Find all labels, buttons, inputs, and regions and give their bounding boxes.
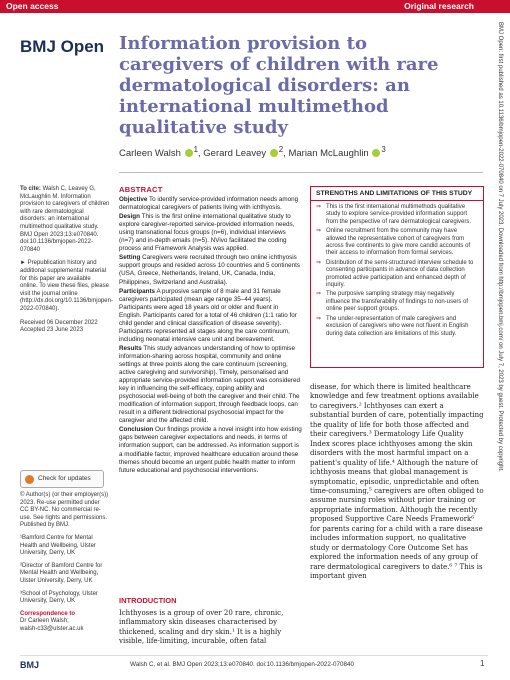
article-title: Information provision to caregivers of children with rare dermatological disorders: an international multimethod qualitative study bbox=[119, 33, 439, 138]
author-affiliation-number: 2 bbox=[278, 145, 284, 154]
article-type-label: Original research bbox=[404, 1, 474, 11]
author-name[interactable]: Carleen Walsh bbox=[119, 148, 181, 160]
orcid-icon[interactable] bbox=[372, 149, 380, 157]
abstract-participants bbox=[119, 288, 302, 344]
body-text-column: disease, for which there is limited healthcare knowledge and few treatment options available to caregivers.² Ichthyoses can exert a substantial burden of care, potentially impacting the quality of life for both those affected and their caregivers.³ Dermatology Life Quality Index scores place ichthyoses among the skin disorders with the most harmful impact on a patient's quality of life.⁴ Although the nature of ichthyosis means that global management is symptomatic, episodic, unpredictable and often time-consuming,⁵ caregivers are often obliged to assume nursing roles without prior training or appropriate information. Although the recently proposed Supportive Care Needs Framework⁶ for parents caring for a child with a rare disease includes information support, no qualitative study or dermatology Core Outcome Set has explored the information needs of any group of rare dermatological caregivers to date.⁶ ⁷ This is important given bbox=[310, 383, 484, 581]
abstract-setting bbox=[119, 254, 302, 286]
introduction-text: Ichthyoses is a group of over 20 rare, chronic, inflammatory skin diseases characterised by thickened, scaling and dry skin.¹ It is a highly visible, life-limiting, incurable, often fatal bbox=[119, 608, 284, 645]
check-for-updates-label: Check for updates bbox=[38, 475, 91, 482]
results-label: Results bbox=[119, 344, 142, 352]
box-title: STRENGTHS AND LIMITATIONS OF THIS STUDY bbox=[311, 187, 483, 201]
arrow-icon: ⇒ bbox=[316, 291, 322, 298]
abstract-results bbox=[119, 345, 302, 425]
affiliation-2: ²Director of Bamford Centre for Mental Health and Wellbeing, Ulster University, Derry, UK bbox=[20, 562, 103, 584]
participants-text: A purposive sample of 8 male and 31 female caregivers participated (mean age range 35–44 years). Participants were aged 18 years old or older and fluent in English. Participants cared for a total of 46 children (1:1 ratio for child gender and clinical classification of disease severity). Participants represented all stages along the care continuum, including neonatal intensive care unit and bereavement. bbox=[119, 287, 297, 343]
list-item bbox=[316, 260, 478, 290]
check-for-updates-button[interactable] bbox=[20, 470, 104, 488]
abstract-heading: ABSTRACT bbox=[119, 185, 163, 194]
author-affiliation-number: 3 bbox=[381, 145, 386, 154]
author-list: Carleen Walsh $^1$, Gerard Leavey $^2$, Marian McLaughlin $^3$ bbox=[119, 145, 386, 160]
list-item-text: Distribution of the semi-structured interview schedule to consenting participants in advance of data collection promoted active participation and enhanced depth of inquiry. bbox=[326, 259, 474, 289]
cite-text: Walsh C, Leavey G, McLaughlin M. Information provision to caregivers of children with rare dermatological disorders: an international multimethod qualitative study. BMJ Open 2023;13:e070840. doi:10.1136/bmjopen-2022-070840 bbox=[20, 186, 110, 253]
setting-label: Setting bbox=[119, 254, 141, 262]
correspondence-email[interactable]: walsh-c33@ulster.ac.uk bbox=[20, 625, 84, 632]
vertical-notice-text: BMJ Open: first published as 10.1136/bmjopen-2022-070840 on 7 July 2023. Downloaded from http://bmjopen.bmj.com/ on July 7, 2023 by guest. Protected by copyright. bbox=[497, 22, 503, 472]
bmj-logo: BMJ bbox=[20, 660, 40, 670]
conclusion-label: Conclusion bbox=[119, 426, 154, 434]
design-label: Design bbox=[119, 213, 140, 221]
abstract-objective bbox=[119, 196, 302, 212]
participants-label: Participants bbox=[119, 287, 156, 295]
sidebar-rights bbox=[20, 492, 110, 639]
list-item bbox=[316, 291, 478, 313]
copyright-text: © Author(s) (or their employer(s)) 2023. Re-use permitted under CC BY-NC. No commercial re-use. See rights and permissions. Published by BMJ. bbox=[20, 492, 109, 529]
journal-brand: BMJ Open bbox=[20, 37, 105, 56]
author-name[interactable]: Gerard Leavey bbox=[203, 148, 267, 160]
open-access-label: Open access bbox=[6, 1, 59, 11]
header-divider bbox=[119, 172, 483, 173]
list-item bbox=[316, 228, 478, 258]
objective-text: To identify service-provided information needs among dermatological caregivers of patients living with ichthyosis. bbox=[119, 196, 299, 212]
affiliation-1: ¹Bamford Centre for Mental Health and Wellbeing, Ulster University, Derry, UK bbox=[20, 534, 96, 557]
arrow-icon: ⇒ bbox=[316, 228, 322, 235]
list-item-text: Online recruitment from the community may have allowed the representative cohort of caregivers from across five continents to give more candid accounts of their access to information from formal services. bbox=[326, 228, 471, 257]
abstract-conclusion bbox=[119, 426, 302, 474]
abstract-section bbox=[119, 186, 302, 476]
arrow-icon: ⇒ bbox=[316, 204, 322, 210]
correspondence-name: Dr Carleen Walsh; bbox=[20, 618, 69, 625]
footer-divider bbox=[20, 655, 488, 656]
list-item bbox=[316, 316, 478, 338]
orcid-icon[interactable] bbox=[270, 149, 278, 157]
dates-block bbox=[20, 320, 110, 335]
list-item-text: The purposive sampling strategy may negatively influence the transferability of findings to non-users of online peer support groups. bbox=[326, 291, 469, 313]
arrow-icon: ⇒ bbox=[316, 259, 322, 266]
box-list bbox=[311, 204, 483, 338]
correspondence-label: Correspondence to bbox=[20, 610, 76, 617]
cite-label: To cite: bbox=[20, 186, 41, 192]
author-affiliation-number: 1 bbox=[193, 145, 198, 154]
refresh-icon bbox=[25, 475, 34, 484]
top-banner bbox=[0, 0, 510, 13]
received-date: Received 06 December 2022 bbox=[20, 319, 98, 326]
design-text: This is the first online international qualitative study to explore caregiver-reported service-provided information needs, using transnational focus groups (n=6), individual interviews (n=7) and in-depth emails (n=5). NVivo facilitated the coding process and Framework Analysis was applied. bbox=[119, 213, 295, 253]
page-number: 1 bbox=[480, 659, 485, 668]
list-item bbox=[316, 204, 478, 226]
accepted-date: Accepted 23 June 2023 bbox=[20, 327, 84, 334]
article-sidebar bbox=[20, 186, 113, 341]
list-item-text: This is the first international multimethods qualitative study to explore service-provided information support from the perspective of rare dermatological caregivers. bbox=[326, 204, 472, 225]
correspondence-block bbox=[20, 611, 110, 634]
conclusion-text: Our findings provide a novel insight into how existing gaps between caregiver expectations and needs, in terms of information support, can be addressed. As information support is a modifiable factor, improved healthcare education around these themes should become an urgent public health matter to inform future educational and psychosocial interventions. bbox=[119, 426, 302, 474]
citation-block bbox=[20, 186, 110, 254]
affiliation-3: ³School of Psychology, Ulster University, Derry, UK bbox=[20, 590, 98, 605]
arrow-icon: ⇒ bbox=[316, 315, 322, 322]
vertical-notice bbox=[494, 22, 504, 602]
strengths-limitations-box bbox=[310, 186, 484, 368]
orcid-icon[interactable] bbox=[185, 149, 193, 157]
results-text: This study advances understanding of how to optimise information-sharing across hospital, community and online settings at three points along the care continuum (screening, active caregiving and survivorship). Timely, personalised and appropriate service-provided information support was considered key in influencing the self-efficacy, coping ability and psychosocial well-being of both the caregiver and their child. The modification of information support, through feedback loops, can result in a different bidirectional psychosocial impact for the caregiver and the affected child. bbox=[119, 344, 300, 425]
prepub-note[interactable]: ► Prepublication history and additional supplemental material for this paper are available online. To view these files, please visit the journal online (http://dx.doi.org/10.1136/bmjopen-2022-070840). bbox=[20, 260, 113, 312]
setting-text: Caregivers were recruited through two online ichthyosis support groups and resided across 10 countries and 5 continents (USA, Greece, Netherlands, Ireland, UK, Canada, India, Philippines, Switzerland and Australia). bbox=[119, 254, 300, 286]
abstract-design bbox=[119, 213, 302, 253]
footer-citation: Walsh C, et al. BMJ Open 2023;13:e070840. doi:10.1136/bmjopen-2022-070840 bbox=[130, 661, 355, 668]
objective-label: Objective bbox=[119, 196, 148, 204]
introduction-section bbox=[119, 596, 302, 647]
introduction-heading: INTRODUCTION bbox=[119, 596, 177, 605]
list-item-text: The under-representation of male caregivers and exclusion of caregivers who were not fluent in English during data collection are limitations of this study. bbox=[326, 315, 469, 337]
author-name[interactable]: Marian McLaughlin bbox=[288, 148, 369, 160]
